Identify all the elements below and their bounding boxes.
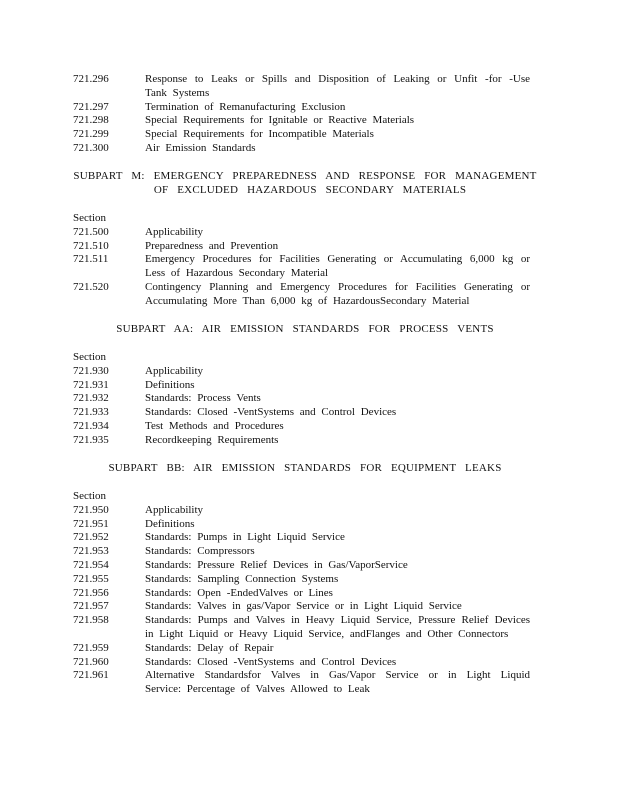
section-number: 721.296 bbox=[73, 73, 109, 85]
list-item bbox=[0, 406, 618, 420]
section-number: 721.951 bbox=[73, 517, 109, 530]
list-item bbox=[0, 656, 618, 670]
section-number: 721.934 bbox=[73, 419, 109, 432]
section-number: 721.931 bbox=[73, 378, 109, 391]
list-item bbox=[0, 642, 618, 656]
section-title: Definitions bbox=[145, 378, 195, 391]
section-number: 721.950 bbox=[73, 503, 109, 516]
section-number: 721.959 bbox=[73, 641, 109, 654]
section-number: 721.300 bbox=[73, 141, 109, 154]
section-list-continued bbox=[0, 73, 618, 156]
list-item bbox=[0, 73, 618, 101]
section-number: 721.299 bbox=[73, 128, 109, 141]
section-title: Termination of Remanufacturing Exclusion bbox=[145, 100, 346, 113]
section-number: 721.952 bbox=[73, 531, 109, 544]
section-number: 721.933 bbox=[73, 406, 109, 419]
section-title: Alternative Standardsfor Valves in Gas/Vapor Service or in Light Liquid Service: Percentage of Valves Allowed to Leak bbox=[145, 669, 530, 696]
subpart-m-heading: SUBPART M: EMERGENCY PREPAREDNESS AND RESPONSE FOR MANAGEMENT bbox=[73, 170, 537, 182]
section-number: 721.958 bbox=[73, 614, 109, 627]
section-number: 721.511 bbox=[73, 253, 109, 266]
list-item bbox=[0, 600, 618, 614]
list-item bbox=[0, 504, 618, 518]
list-item bbox=[0, 365, 618, 379]
section-number: 721.960 bbox=[73, 655, 109, 668]
section-number: 721.956 bbox=[73, 586, 109, 599]
list-item bbox=[0, 518, 618, 532]
list-item bbox=[0, 573, 618, 587]
section-number: 721.500 bbox=[73, 225, 109, 238]
section-title: Standards: Delay of Repair bbox=[145, 641, 274, 654]
section-title: Standards: Open -EndedValves or Lines bbox=[145, 586, 333, 599]
list-item bbox=[0, 434, 618, 448]
section-title: Recordkeeping Requirements bbox=[145, 433, 279, 446]
list-item bbox=[0, 281, 618, 309]
section-number: 721.932 bbox=[73, 392, 109, 405]
section-number: 721.957 bbox=[73, 600, 109, 613]
list-item bbox=[0, 114, 618, 128]
list-item bbox=[0, 379, 618, 393]
section-number: 721.520 bbox=[73, 280, 109, 293]
section-title: Special Requirements for Ignitable or Reactive Materials bbox=[145, 114, 415, 127]
section-label: Section bbox=[73, 212, 106, 224]
list-item bbox=[0, 253, 618, 281]
list-item bbox=[0, 226, 618, 240]
subpart-m-heading-line2: OF EXCLUDED HAZARDOUS SECONDARY MATERIALS bbox=[153, 184, 467, 196]
section-number: 721.954 bbox=[73, 558, 109, 571]
list-item bbox=[0, 531, 618, 545]
list-item bbox=[0, 392, 618, 406]
section-title: Test Methods and Procedures bbox=[145, 419, 284, 432]
section-title: Air Emission Standards bbox=[145, 141, 256, 154]
section-number: 721.953 bbox=[73, 545, 109, 558]
list-item bbox=[0, 545, 618, 559]
section-title: Special Requirements for Incompatible Materials bbox=[145, 128, 374, 141]
section-label-row bbox=[0, 490, 618, 504]
list-item bbox=[0, 101, 618, 115]
section-title: Applicability bbox=[145, 364, 204, 377]
section-title: Standards: Compressors bbox=[145, 545, 255, 558]
section-title: Standards: Process Vents bbox=[145, 392, 261, 405]
section-number: 721.298 bbox=[73, 114, 109, 127]
list-item bbox=[0, 587, 618, 601]
section-label-row bbox=[0, 351, 618, 365]
section-title: Definitions bbox=[145, 517, 195, 530]
section-title: Standards: Sampling Connection Systems bbox=[145, 572, 339, 585]
list-item bbox=[0, 420, 618, 434]
section-title: Standards: Valves in gas/Vapor Service or in Light Liquid Service bbox=[145, 600, 462, 613]
list-item bbox=[0, 614, 618, 642]
section-number: 721.961 bbox=[73, 669, 109, 682]
section-title: Response to Leaks or Spills and Disposition of Leaking or Unfit -for -Use Tank Systems bbox=[145, 73, 530, 99]
section-label: Section bbox=[73, 351, 106, 363]
subpart-aa-heading: SUBPART AA: AIR EMISSION STANDARDS FOR PROCESS VENTS bbox=[116, 323, 494, 335]
section-title: Standards: Pumps in Light Liquid Service bbox=[145, 531, 345, 544]
section-title: Standards: Closed -VentSystems and Control Devices bbox=[145, 655, 397, 668]
section-title: Standards: Pumps and Valves in Heavy Liquid Service, Pressure Relief Devices in Light Liquid or Heavy Liquid Service, andFlanges and Other Connectors bbox=[145, 614, 530, 640]
section-number: 721.297 bbox=[73, 100, 109, 113]
subpart-bb-heading: SUBPART BB: AIR EMISSION STANDARDS FOR EQUIPMENT LEAKS bbox=[108, 462, 502, 474]
section-label-row bbox=[0, 212, 618, 226]
list-item bbox=[0, 128, 618, 142]
subpart-m-list bbox=[0, 212, 618, 309]
section-title: Emergency Procedures for Facilities Generating or Accumulating 6,000 kg or Less of Hazardous Secondary Material bbox=[145, 253, 530, 280]
section-number: 721.510 bbox=[73, 239, 109, 252]
section-title: Preparedness and Prevention bbox=[145, 239, 279, 252]
section-title: Contingency Planning and Emergency Procedures for Facilities Generating or Accumulating More Than 6,000 kg of HazardousSecondary Material bbox=[145, 280, 530, 307]
list-item bbox=[0, 669, 618, 697]
section-title: Applicability bbox=[145, 225, 204, 238]
subpart-bb-list bbox=[0, 490, 618, 697]
section-number: 721.955 bbox=[73, 572, 109, 585]
section-number: 721.935 bbox=[73, 433, 109, 446]
section-label: Section bbox=[73, 490, 106, 502]
subpart-aa-list bbox=[0, 351, 618, 448]
list-item bbox=[0, 559, 618, 573]
section-number: 721.930 bbox=[73, 364, 109, 377]
section-title: Applicability bbox=[145, 503, 204, 516]
list-item bbox=[0, 142, 618, 156]
list-item bbox=[0, 240, 618, 254]
section-title: Standards: Pressure Relief Devices in Gas/VaporService bbox=[145, 558, 408, 571]
section-title: Standards: Closed -VentSystems and Control Devices bbox=[145, 406, 397, 419]
